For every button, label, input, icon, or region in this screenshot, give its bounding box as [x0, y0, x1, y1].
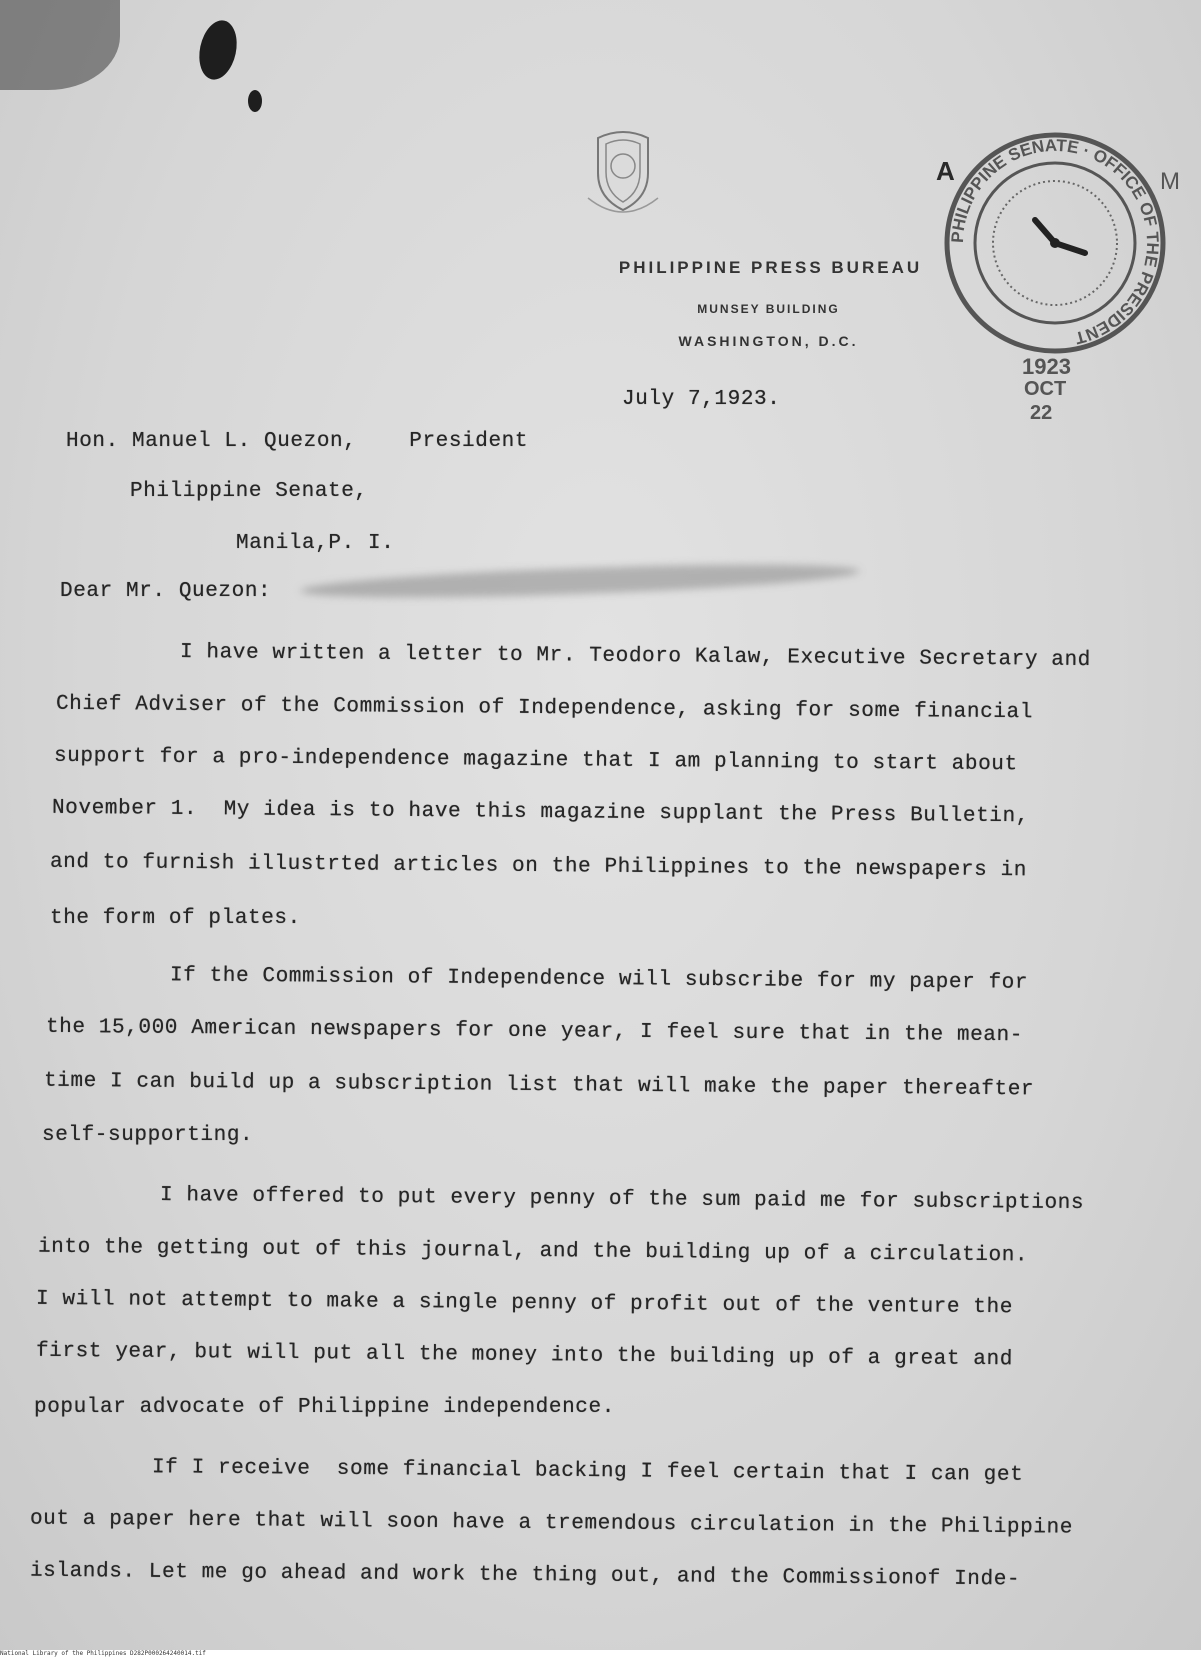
body-line: I have offered to put every penny of the sum paid me for subscriptions	[159, 1183, 1085, 1216]
body-line: I will not attempt to make a single penny of profit out of the venture the	[35, 1287, 1014, 1320]
stamp-day: 22	[1030, 402, 1053, 424]
body-line: the 15,000 American newspapers for one year, I feel sure that in the mean-	[45, 1015, 1024, 1048]
paper-smudge	[300, 558, 861, 604]
ink-stain	[0, 0, 120, 90]
body-line: islands. Let me go ahead and work the thing out, and the Commissionof Inde-	[29, 1559, 1021, 1592]
body-line: time I can build up a subscription list that will make the paper thereafter	[43, 1069, 1035, 1102]
body-line: If I receive some financial backing I feel certain that I can get	[151, 1456, 1024, 1487]
body-line: support for a pro-independence magazine that I am planning to start about	[53, 744, 1018, 777]
body-line: out a paper here that will soon have a tremendous circulation in the Philippine	[29, 1507, 1074, 1540]
body-line: I have written a letter to Mr. Teodoro Kalaw, Executive Secretary and	[179, 641, 1092, 672]
body-line: and to furnish illustrted articles on the Philippines to the newspapers in	[49, 850, 1028, 883]
ink-blot	[194, 17, 242, 83]
address-line-3: Manila,P. I.	[236, 532, 395, 555]
archive-footer: National Library of the Philippines D282P000264240014.tif	[0, 1650, 1201, 1658]
body-line: the form of plates.	[50, 907, 301, 930]
stamp-ring-text: PHILIPPINE SENATE · OFFICE OF THE PRESIDENT	[947, 135, 1163, 348]
letterhead-name: PHILIPPINE PRESS BUREAU	[618, 258, 923, 277]
ink-drip	[248, 90, 262, 112]
address-line-2: Philippine Senate,	[130, 480, 368, 503]
body-line: into the getting out of this journal, and the building up of a circulation.	[37, 1235, 1029, 1268]
stamp-letter-a: A	[936, 156, 955, 186]
body-line: If the Commission of Independence will subscribe for my paper for	[169, 964, 1029, 995]
stamp-month: OCT	[1024, 378, 1067, 400]
body-line: first year, but will put all the money into the building up of a great and	[35, 1339, 1014, 1372]
body-line: Chief Adviser of the Commission of Independence, asking for some financial	[55, 692, 1034, 725]
body-line: November 1. My idea is to have this magazine supplant the Press Bulletin,	[51, 796, 1030, 829]
clock-hands-icon	[1035, 220, 1085, 253]
received-clock-stamp	[940, 128, 1170, 358]
salutation: Dear Mr. Quezon:	[60, 580, 272, 603]
body-line: popular advocate of Philippine independence.	[34, 1396, 615, 1419]
letterhead-building: MUNSEY BUILDING	[697, 302, 840, 316]
body-line: self-supporting.	[42, 1124, 254, 1147]
stamp-year: 1923	[1022, 354, 1071, 379]
stamp-letter-m: M	[1160, 168, 1180, 195]
seal-emblem-icon	[568, 118, 678, 228]
address-line-1: Hon. Manuel L. Quezon, President	[66, 430, 529, 453]
letter-date: July 7,1923.	[622, 388, 781, 411]
letterhead-city: WASHINGTON, D.C.	[678, 333, 859, 349]
